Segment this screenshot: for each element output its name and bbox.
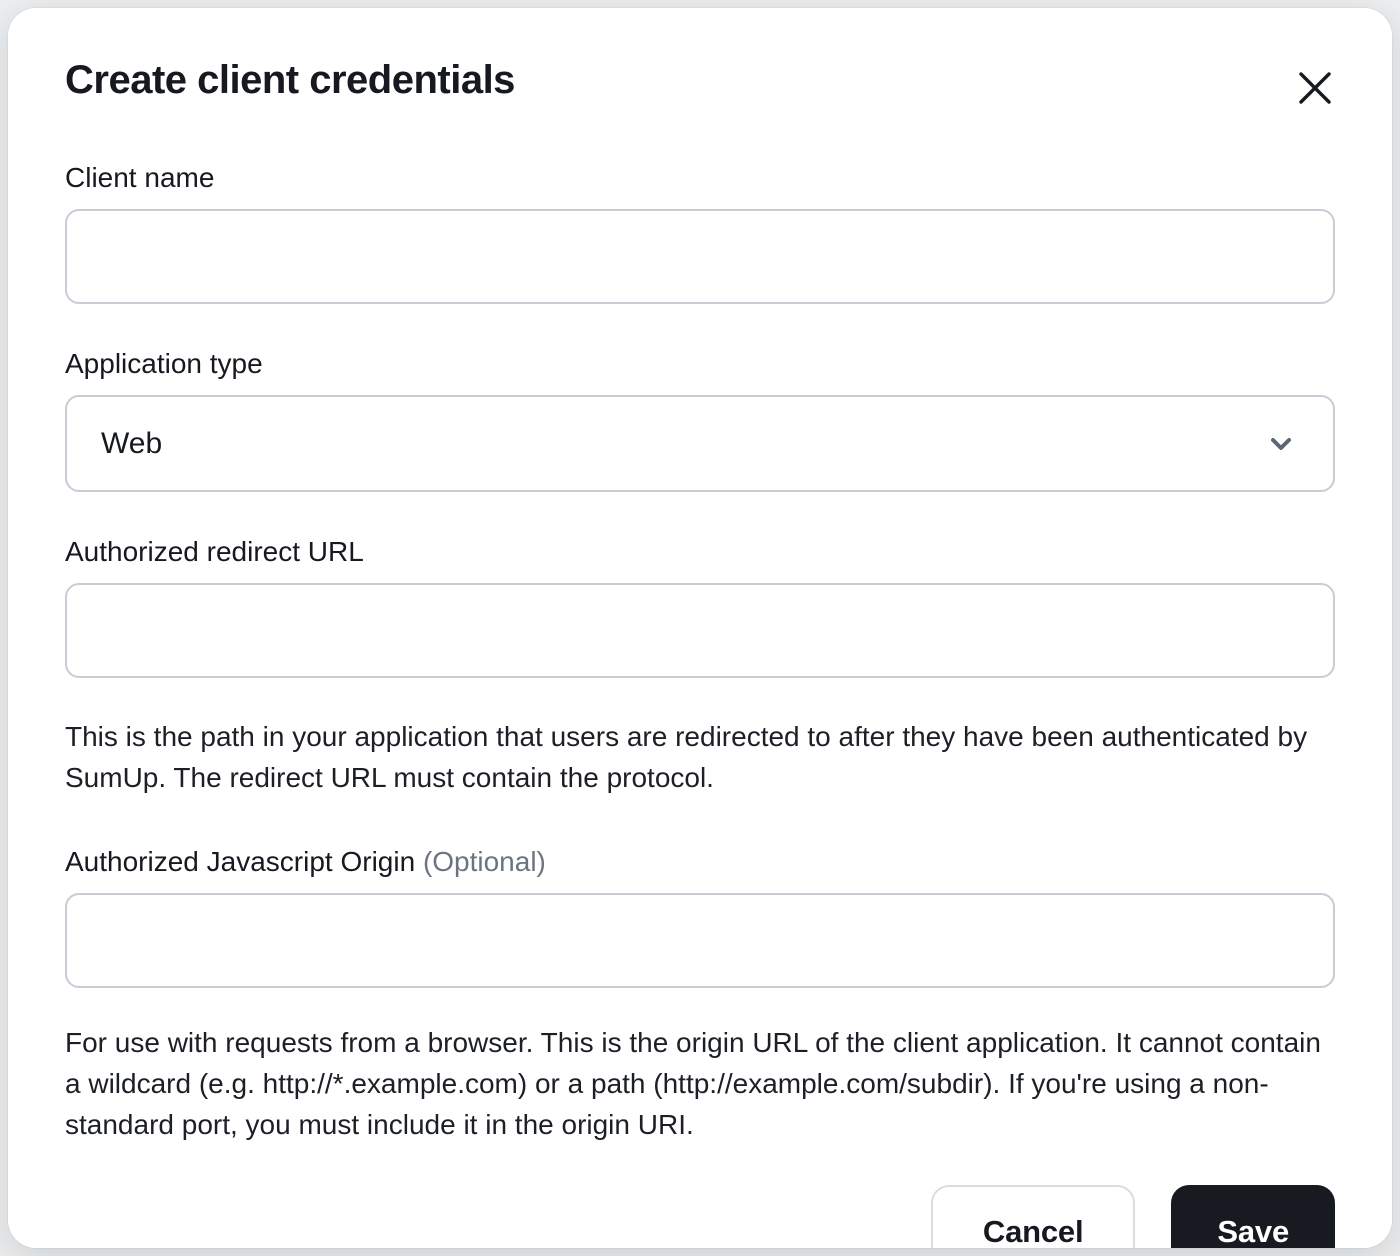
js-origin-help-text: For use with requests from a browser. This is the origin URL of the client application. It cannot contain a wildcard (e.g. http://*.example.com) or a path (http://example.com/subdir). If you're using a non-standard port, you must include it in the origin URI. [65,1027,1321,1140]
application-type-value: Web [101,426,163,460]
client-name-group [65,160,1335,304]
js-origin-group [65,844,1335,988]
close-icon [1295,96,1335,111]
js-origin-label [65,844,1335,879]
application-type-group [65,346,1335,492]
redirect-url-input[interactable] [65,583,1335,678]
client-name-label: Client name [65,162,215,193]
client-name-input[interactable] [65,209,1335,304]
create-client-credentials-modal [8,8,1392,1248]
js-origin-label-text: Authorized Javascript Origin [65,846,416,877]
js-origin-optional-tag: (Optional) [422,846,546,877]
application-type-label: Application type [65,348,263,379]
modal-actions [65,1185,1335,1248]
cancel-button[interactable]: Cancel [931,1185,1135,1248]
close-button[interactable] [1289,62,1341,114]
application-type-select[interactable] [65,395,1335,492]
redirect-url-label: Authorized redirect URL [65,536,364,567]
save-button[interactable]: Save [1171,1185,1335,1248]
redirect-url-group [65,534,1335,678]
page-title: Create client credentials [65,58,515,102]
chevron-down-icon [1265,428,1297,460]
redirect-url-help-text: This is the path in your application that users are redirected to after they have been authenticated by SumUp. The redirect URL must contain the protocol. [65,721,1308,793]
js-origin-input[interactable] [65,893,1335,988]
modal-header [65,58,1335,114]
